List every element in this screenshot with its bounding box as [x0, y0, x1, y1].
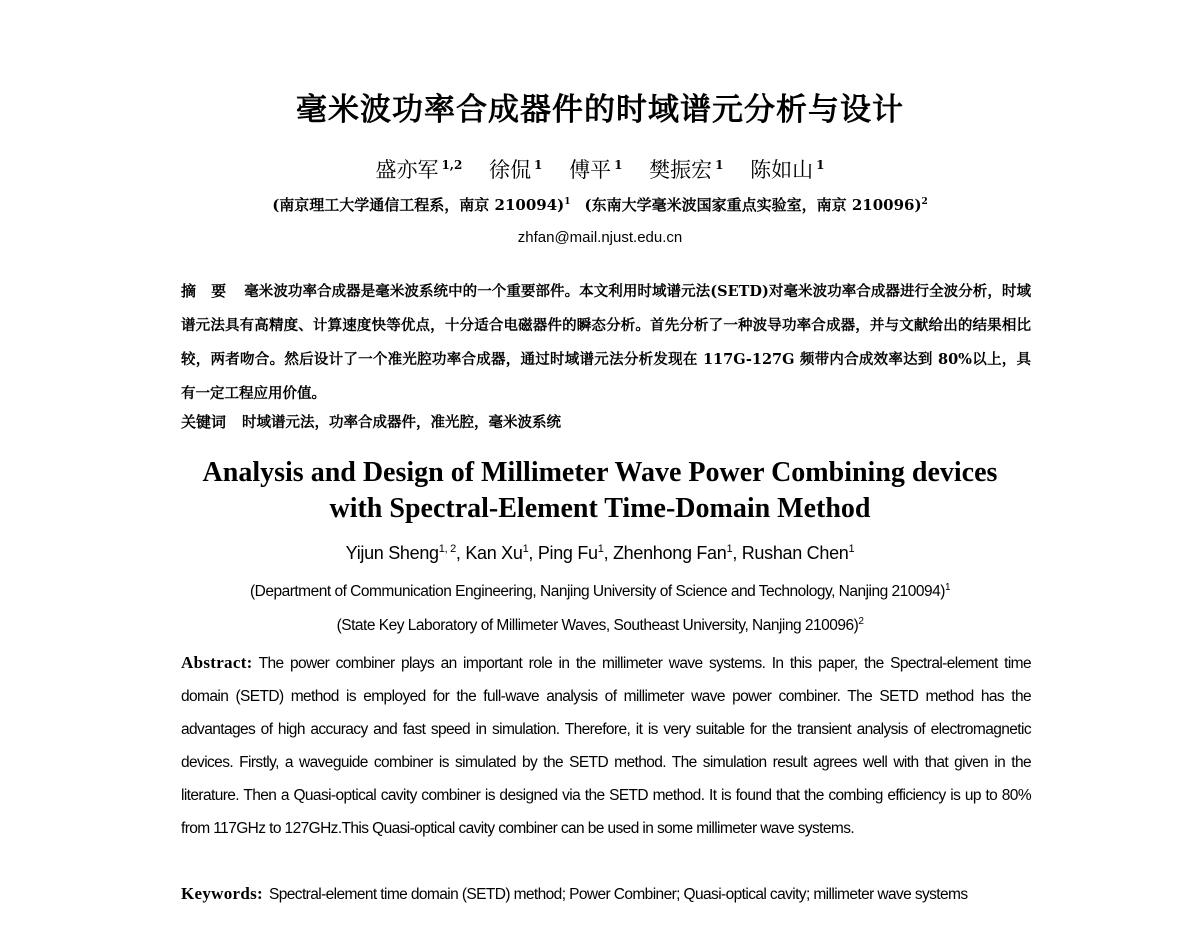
chinese-author: 徐侃 $^1$: [489, 158, 543, 182]
chinese-abstract-text: 毫米波功率合成器是毫米波系统中的一个重要部件。本文利用时域谱元法(SETD)对毫米波功率合成器进行全波分析，时域谱元法具有高精度、计算速度快等优点，十分适合电磁器件的瞬态分析。首先分析了一种波导功率合成器，并与文献给出的结果相比较，两者吻合。然后设计了一个准光腔功率合成器，通过时域谱元法分析发现在 117G-127G 频带内合成效率达到 80%以上，具有一定工程应用价值。: [181, 283, 1031, 402]
chinese-abstract-label: 摘 要: [181, 282, 227, 300]
english-affiliation-1: (Department of Communication Engineering, Nanjing University of Science and Technology, Nanjing 210094)$^1$: [250, 582, 950, 600]
chinese-author: 盛亦军 $^{1,2}$: [375, 158, 463, 182]
english-author: Zhenhong Fan$^1$: [612, 543, 733, 563]
english-author: Kan Xu$^1$: [465, 543, 529, 563]
chinese-keywords-label: 关键词: [181, 413, 227, 431]
english-abstract-label: Abstract:: [181, 653, 253, 672]
english-title-line-1: Analysis and Design of Millimeter Wave Power Combining devices: [202, 457, 998, 488]
chinese-affiliations: [0, 194, 1200, 215]
english-abstract-text: The power combiner plays an important role in the millimeter wave systems. In this paper, the Spectral-element time domain (SETD) method is employed for the full-wave analysis of millimeter wave power combiner. The SETD method has the advantages of high accuracy and fast speed in simulation. Therefore, it is very suitable for the transient analysis of electromagnetic devices. Firstly, a waveguide combiner is simulated by the SETD method. The simulation result agrees well with that given in the literature. Then a Quasi-optical cavity combiner is designed via the SETD method. It is found that the combing efficiency is up to 80% from 117GHz to 127GHz.This Quasi-optical cavity combiner can be used in some millimeter wave systems.: [181, 655, 1031, 837]
english-keywords-text: Spectral-element time domain (SETD) method; Power Combiner; Quasi-optical cavity; millimeter wave systems: [269, 886, 968, 903]
chinese-affiliation-2: (东南大学毫米波国家重点实验室，南京 210096)$^2$: [584, 196, 928, 214]
english-abstract: [181, 646, 1031, 845]
english-author: Rushan Chen$^1$: [741, 543, 855, 563]
english-title: [0, 455, 1200, 527]
chinese-abstract: [181, 274, 1031, 411]
english-author-list: Yijun Sheng$^{1, 2}$, Kan Xu$^1$, Ping Fu$^1$, Zhenhong Fan$^1$, Rushan Chen$^1$: [345, 543, 855, 563]
english-affiliation-2: (State Key Laboratory of Millimeter Waves, Southeast University, Nanjing 210096)$^2$: [336, 616, 864, 634]
chinese-author: 陈如山 $^1$: [750, 158, 825, 182]
english-keywords: [181, 877, 1031, 911]
chinese-author-list: [0, 154, 1200, 184]
chinese-affiliation-1: (南京理工大学通信工程系，南京 210094)$^1$: [272, 196, 571, 214]
english-keywords-label: Keywords:: [181, 884, 264, 903]
chinese-keywords: [181, 409, 1031, 436]
author-email: zhfan@mail.njust.edu.cn: [517, 229, 683, 246]
chinese-title: 毫米波功率合成器件的时域谱元分析与设计: [296, 92, 904, 128]
english-author: Yijun Sheng$^{1, 2}$: [345, 543, 456, 563]
chinese-author: 樊振宏 $^1$: [649, 158, 724, 182]
chinese-author: 傅平 $^1$: [569, 158, 623, 182]
english-author: Ping Fu$^1$: [537, 543, 604, 563]
chinese-keywords-text: 时域谱元法，功率合成器件，准光腔，毫米波系统: [242, 414, 562, 431]
english-title-line-2: with Spectral-Element Time-Domain Method: [329, 493, 871, 524]
